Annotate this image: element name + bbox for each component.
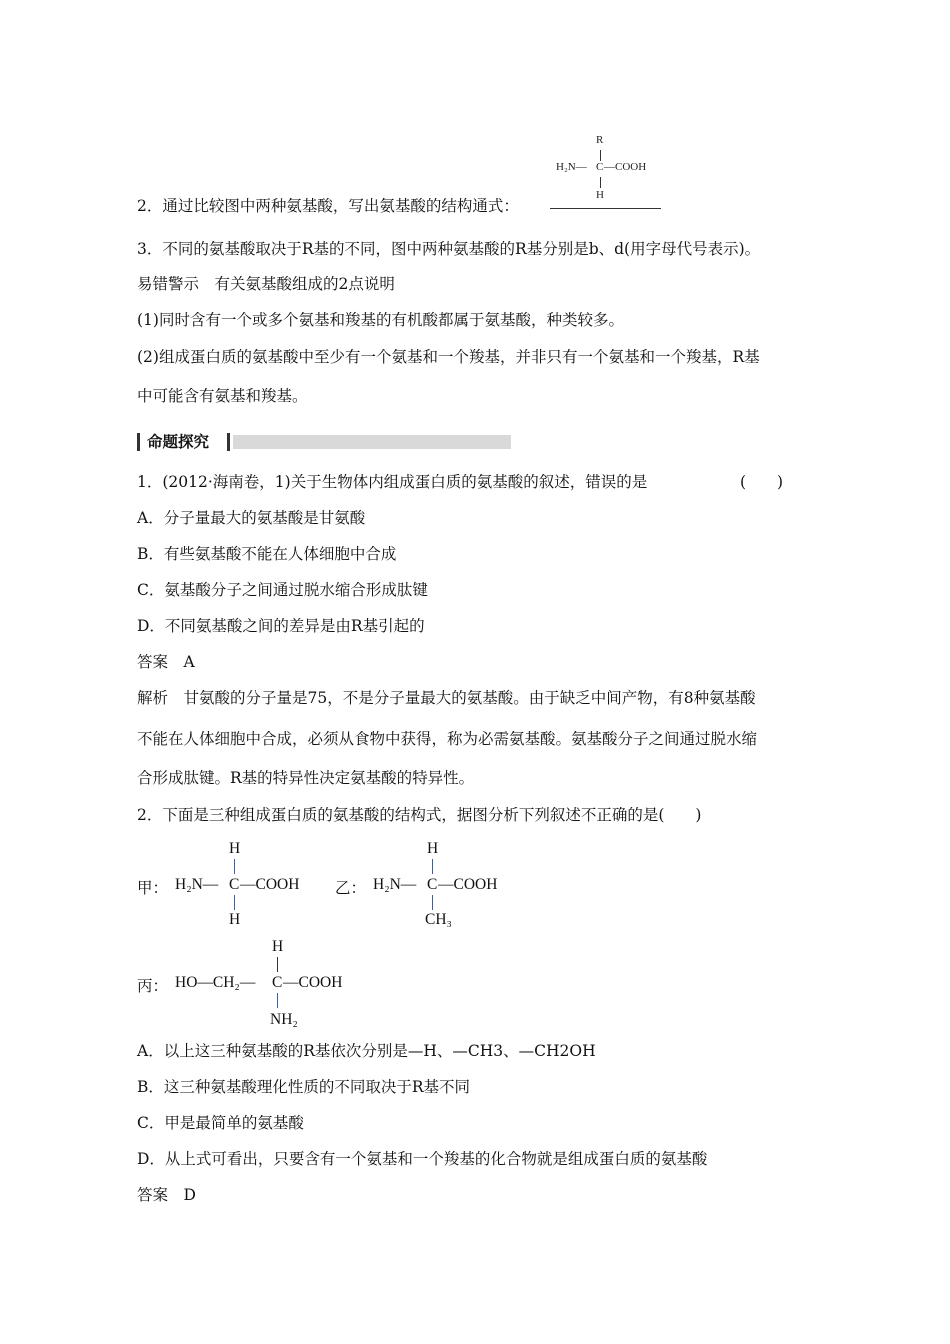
yi-right: —COOH (438, 876, 498, 893)
answer-underline (550, 208, 661, 209)
bing-bottom-nh2: NH₂ (270, 1011, 298, 1028)
question-1-option-d: D．不同氨基酸之间的差异是由R基引起的 (137, 617, 425, 635)
bing-bond-top (277, 957, 278, 972)
formula-c: C (596, 161, 604, 173)
note-2-line-2: 中可能含有氨基和羧基。 (137, 387, 308, 405)
section-header (137, 432, 511, 452)
section-bar-left (137, 433, 140, 451)
question-1-analysis-line-3: 合形成肽键。R基的特异性决定氨基酸的特异性。 (137, 769, 475, 787)
jia-c: C (229, 876, 240, 893)
formula-left: H₂N— (556, 161, 587, 173)
bing-top-h: H (272, 938, 284, 955)
formula-bottom: H (596, 189, 604, 201)
formula-bond-top (600, 150, 601, 161)
question-2-option-d: D．从上式可看出，只要含有一个氨基和一个羧基的化合物就是组成蛋白质的氨基酸 (137, 1150, 708, 1168)
jia-right: —COOH (240, 876, 300, 893)
yi-bond-top (432, 859, 433, 874)
jia-top-h: H (229, 840, 241, 857)
question-1-option-c: C．氨基酸分子之间通过脱水缩合形成肽键 (137, 581, 428, 599)
question-1-option-b: B．有些氨基酸不能在人体细胞中合成 (137, 545, 397, 563)
question-1-analysis-line-2: 不能在人体细胞中合成，必须从食物中获得，称为必需氨基酸。氨基酸分子之间通过脱水缩 (137, 730, 758, 748)
jia-bottom-h: H (229, 911, 241, 928)
note-1: (1)同时含有一个或多个氨基和羧基的有机酸都属于氨基酸，种类较多。 (137, 311, 624, 329)
section-bar-mid (227, 433, 230, 451)
question-2-stem: 2．下面是三种组成蛋白质的氨基酸的结构式，据图分析下列叙述不正确的是( ) (137, 806, 702, 824)
question-2-answer: 答案 D (137, 1186, 196, 1204)
question-2-option-b: B．这三种氨基酸理化性质的不同取决于R基不同 (137, 1078, 471, 1096)
question-1-answer: 答案 A (137, 653, 195, 671)
bing-c: C (272, 974, 283, 991)
question-1-analysis-line-1: 解析 甘氨酸的分子量是75，不是分子量最大的氨基酸。由于缺乏中间产物，有8种氨基酸 (137, 689, 756, 707)
question-1-blank: ( ) (740, 473, 784, 491)
jia-label: 甲： (137, 880, 169, 897)
section-fill-bar (233, 435, 511, 449)
section-title: 命题探究 (147, 433, 210, 451)
yi-left: H₂N— (373, 876, 417, 893)
formula-right: —COOH (604, 161, 647, 173)
question-1-option-a: A．分子量最大的氨基酸是甘氨酸 (137, 509, 366, 527)
formula-bond-bottom (600, 177, 601, 188)
intro-question-2: 2．通过比较图中两种氨基酸，写出氨基酸的结构通式： (137, 197, 519, 215)
yi-top-h: H (427, 840, 439, 857)
question-2-option-a: A．以上这三种氨基酸的R基依次分别是—H、—CH3、—CH2OH (137, 1042, 596, 1060)
yi-bottom-ch3: CH₃ (425, 911, 452, 928)
yi-label: 乙： (335, 880, 367, 897)
bing-bond-bottom (277, 993, 278, 1008)
yi-c: C (427, 876, 438, 893)
jia-bond-top (234, 859, 235, 874)
bing-left: HO—CH₂— (175, 974, 256, 991)
yi-bond-bottom (432, 895, 433, 910)
intro-question-3: 3．不同的氨基酸取决于R基的不同，图中两种氨基酸的R基分别是b、d(用字母代号表示)。 (137, 240, 761, 258)
warning-title: 易错警示 有关氨基酸组成的2点说明 (137, 275, 395, 293)
note-2-line-1: (2)组成蛋白质的氨基酸中至少有一个氨基和一个羧基，并非只有一个氨基和一个羧基，R基 (137, 348, 760, 366)
question-1-stem: 1．(2012·海南卷，1)关于生物体内组成蛋白质的氨基酸的叙述，错误的是 (137, 473, 648, 491)
jia-left: H₂N— (175, 876, 219, 893)
jia-bond-bottom (234, 895, 235, 910)
question-2-option-c: C．甲是最简单的氨基酸 (137, 1114, 304, 1132)
formula-r: R (596, 134, 604, 146)
bing-label: 丙： (137, 978, 169, 995)
bing-right: —COOH (283, 974, 343, 991)
